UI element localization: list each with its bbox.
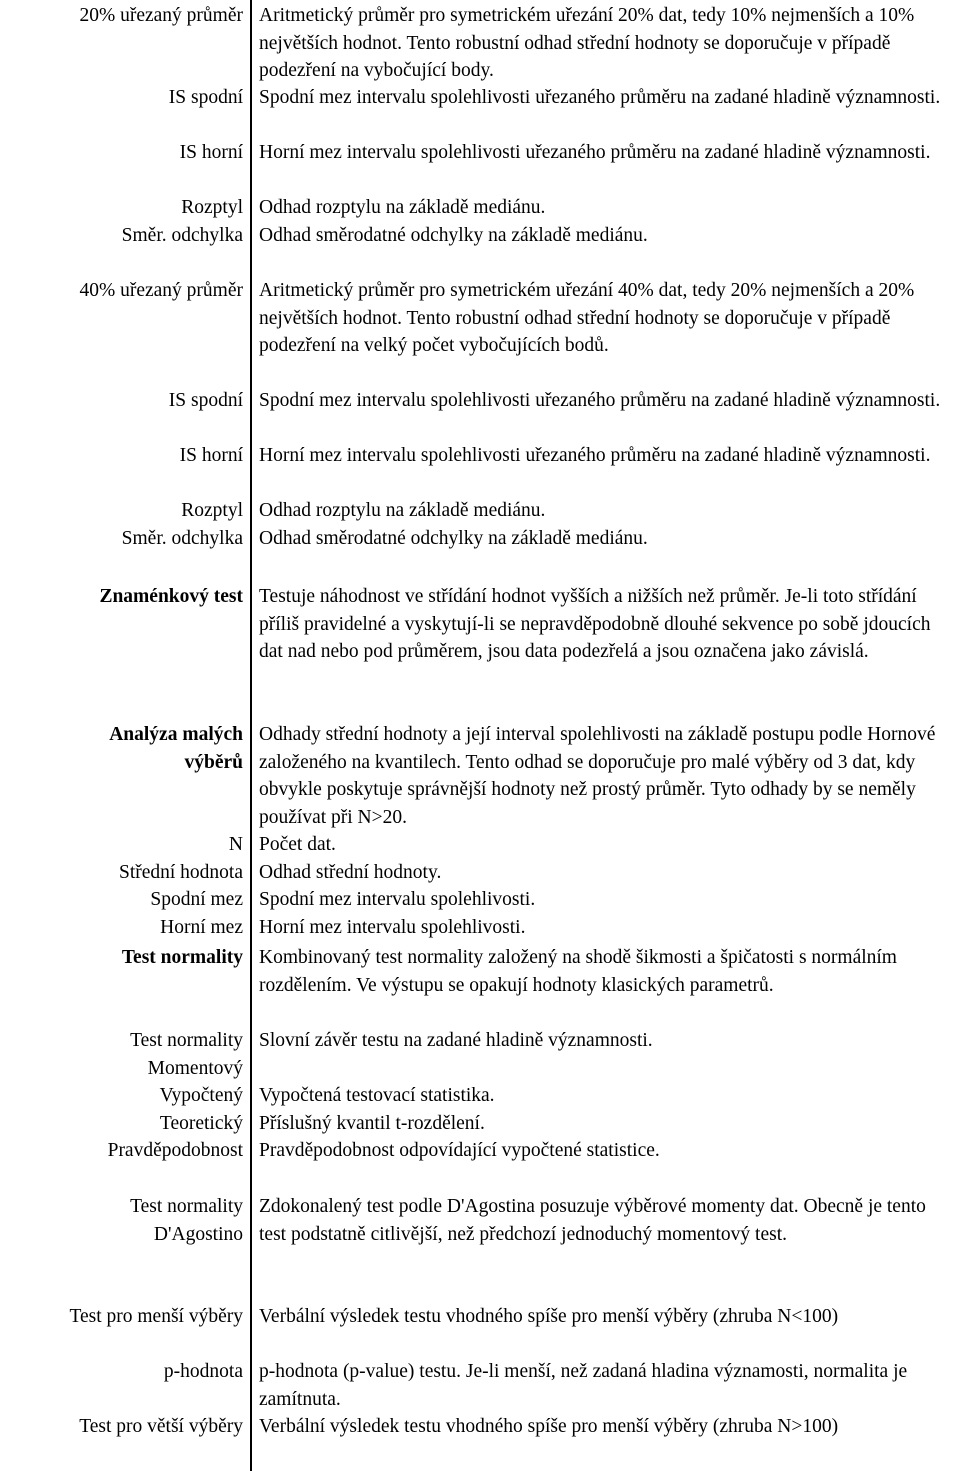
- term-label: p-hodnota: [163, 1361, 243, 1382]
- column-divider: [250, 0, 252, 1471]
- term-description: Aritmetický průměr pro symetrickém uřezání 20% dat, tedy 10% nejmenších a 10% největších hodnot. Tento robustní odhad střední hodnoty se doporučuje v případě podezření na vybočující body.: [259, 5, 915, 81]
- term-description: Verbální výsledek testu vhodného spíše pro menší výběry (zhruba N<100): [259, 1306, 839, 1327]
- term-label: Horní mez: [160, 917, 243, 938]
- term-description: Počet dat.: [259, 834, 336, 855]
- term-label: Směr. odchylka: [121, 528, 243, 549]
- term-description: Kombinovaný test normality založený na shodě šikmosti a špičatosti s normálním rozdělením. Ve výstupu se opakují hodnoty klasických parametrů.: [259, 947, 897, 996]
- term-label: Test normality: [130, 1030, 243, 1051]
- term-description: Odhad směrodatné odchylky na základě mediánu.: [259, 528, 648, 549]
- term-description: Odhad rozptylu na základě mediánu.: [259, 197, 546, 218]
- term-label: Rozptyl: [181, 500, 243, 521]
- term-description: Odhad střední hodnoty.: [259, 862, 442, 883]
- term-description: Pravděpodobnost odpovídající vypočtené statistice.: [259, 1140, 660, 1161]
- section-heading: Analýza malých výběrů: [109, 724, 243, 773]
- term-label: 40% uřezaný průměr: [79, 280, 243, 301]
- term-label: Momentový: [147, 1058, 243, 1079]
- term-description: Horní mez intervalu spolehlivosti uřezaného průměru na zadané hladině významnosti.: [259, 445, 931, 466]
- term-label: Teoretický: [159, 1113, 243, 1134]
- section-heading: Test normality: [121, 947, 243, 968]
- term-description: Příslušný kvantil t-rozdělení.: [259, 1113, 485, 1134]
- term-label: IS spodní: [168, 390, 243, 411]
- term-label: Spodní mez: [150, 889, 243, 910]
- term-description: Testuje náhodnost ve střídání hodnot vyšších a nižších než průměr. Je-li toto střídání příliš pravidelné a vyskytují-li se nepravděpodobně dlouhé sekvence po sobě jdoucích dat nad nebo pod průměrem, jsou data podezřelá a jsou označena jako závislá.: [259, 586, 931, 662]
- term-label: Test pro menší výběry: [69, 1306, 243, 1327]
- term-label: N: [228, 834, 243, 855]
- term-label: Střední hodnota: [118, 862, 243, 883]
- term-description: Odhad směrodatné odchylky na základě mediánu.: [259, 225, 648, 246]
- term-label: Směr. odchylka: [121, 225, 243, 246]
- term-description: p-hodnota (p-value) testu. Je-li menší, než zadaná hladina významosti, normalita je zamítnuta.: [259, 1361, 908, 1410]
- term-description: Horní mez intervalu spolehlivosti.: [259, 917, 526, 938]
- term-label: Pravděpodobnost: [107, 1140, 243, 1161]
- term-label: 20% uřezaný průměr: [79, 5, 243, 26]
- term-description: Spodní mez intervalu spolehlivosti uřezaného průměru na zadané hladině významnosti.: [259, 87, 941, 108]
- term-label: Test normality D'Agostino: [130, 1196, 243, 1245]
- term-description: Vypočtená testovací statistika.: [259, 1085, 495, 1106]
- term-label: IS horní: [179, 142, 243, 163]
- term-label: IS spodní: [168, 87, 243, 108]
- term-label: IS horní: [179, 445, 243, 466]
- term-description: Horní mez intervalu spolehlivosti uřezaného průměru na zadané hladině významnosti.: [259, 142, 931, 163]
- term-description: Zdokonalený test podle D'Agostina posuzuje výběrové momenty dat. Obecně je tento test podstatně citlivější, než předchozí jednoduchý momentový test.: [259, 1196, 926, 1245]
- term-label: Vypočtený: [159, 1085, 243, 1106]
- term-label: Rozptyl: [181, 197, 243, 218]
- term-description: Aritmetický průměr pro symetrickém uřezání 40% dat, tedy 20% nejmenších a 20% největších hodnot. Tento robustní odhad střední hodnoty se doporučuje v případě podezření na velký počet vybočujících bodů.: [259, 280, 915, 356]
- term-description: Odhady střední hodnoty a její interval spolehlivosti na základě postupu podle Hornové založeného na kvantilech. Tento odhad se doporučuje pro malé výběry od 3 dat, kdy obvykle poskytuje správnější hodnoty než prostý průměr. Tyto odhady by se neměly používat při N>20.: [259, 724, 936, 828]
- term-description: Spodní mez intervalu spolehlivosti uřezaného průměru na zadané hladině významnosti.: [259, 390, 941, 411]
- term-description: Spodní mez intervalu spolehlivosti.: [259, 889, 536, 910]
- term-label: Test pro větší výběry: [79, 1416, 243, 1437]
- term-description: Odhad rozptylu na základě mediánu.: [259, 500, 546, 521]
- section-heading: Znaménkový test: [99, 586, 243, 607]
- term-description: Verbální výsledek testu vhodného spíše pro menší výběry (zhruba N>100): [259, 1416, 839, 1437]
- term-description: Slovní závěr testu na zadané hladině významnosti.: [259, 1030, 653, 1051]
